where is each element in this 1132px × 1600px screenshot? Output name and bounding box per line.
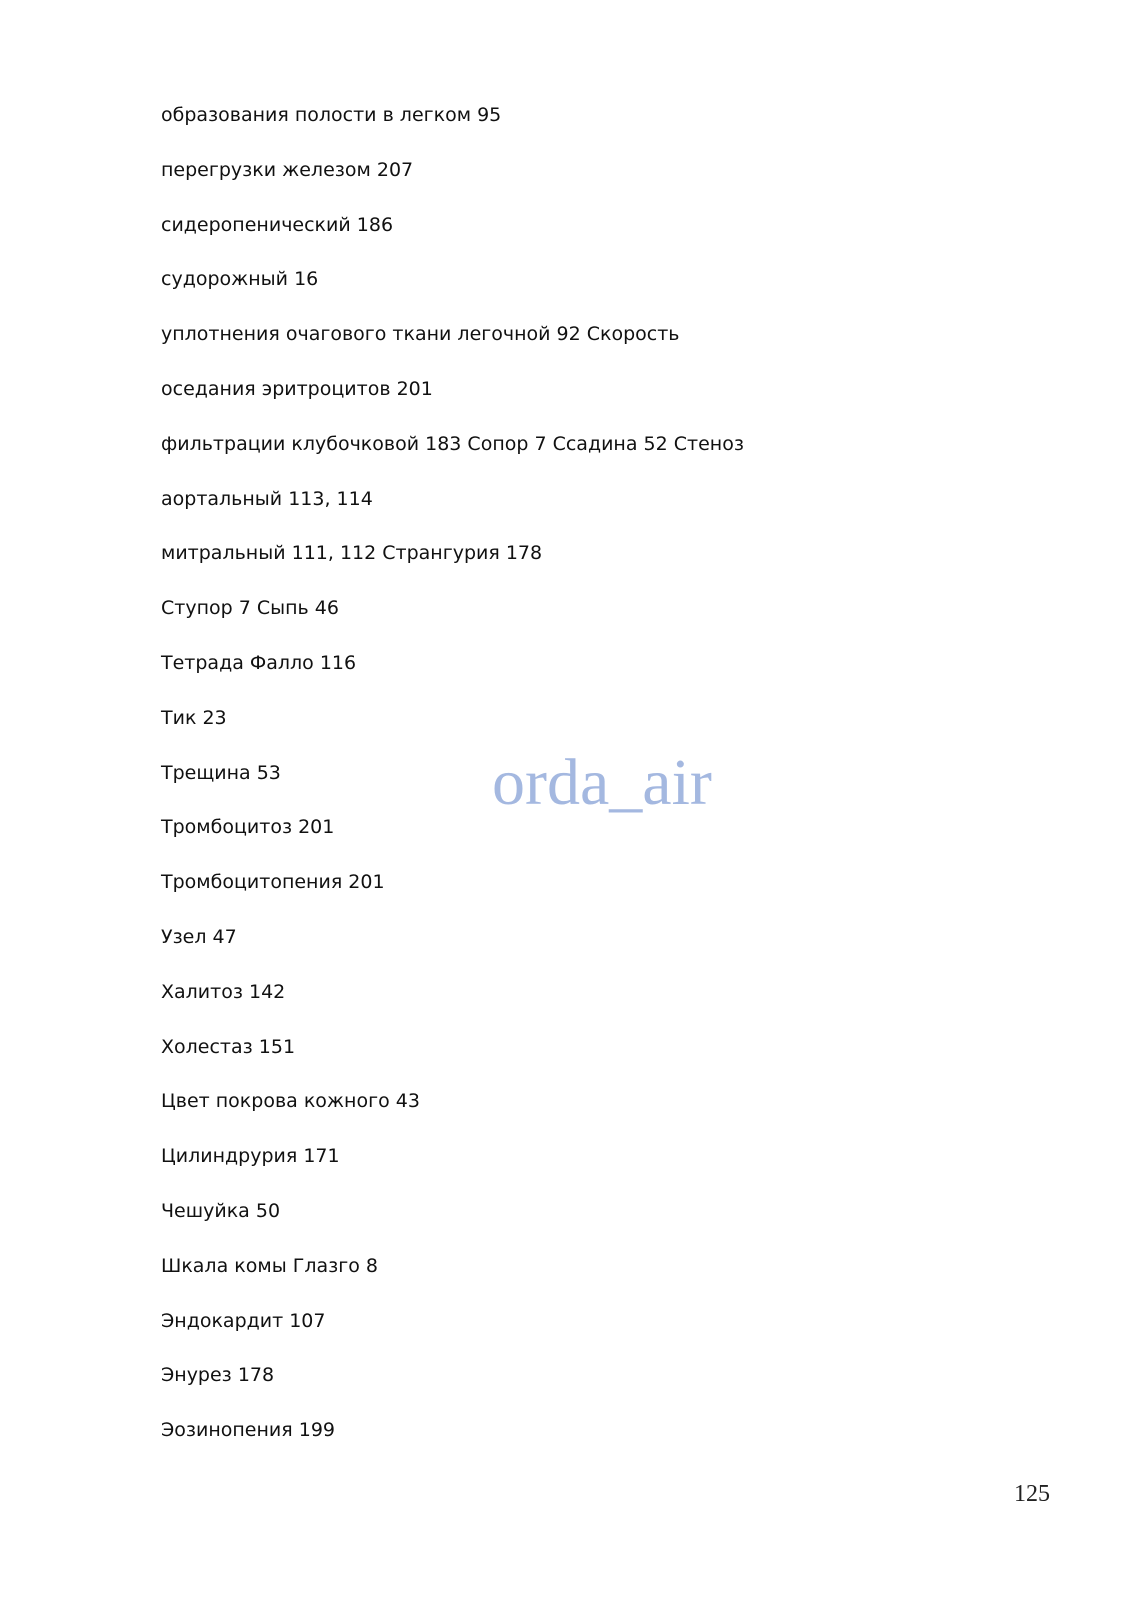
index-entry: Тромбоцитопения 201 [161, 871, 385, 894]
index-entry: уплотнения очагового ткани легочной 92 Скорость [161, 323, 680, 346]
index-entry: оседания эритроцитов 201 [161, 377, 433, 400]
index-entry: судорожный 16 [161, 268, 319, 291]
index-entry: Цилиндрурия 171 [161, 1145, 340, 1168]
index-entry: митральный 111, 112 Странгурия 178 [161, 542, 543, 565]
index-entry: Шкала комы Глазго 8 [161, 1254, 378, 1277]
index-entry: Чешуйка 50 [161, 1199, 281, 1222]
index-entry: образования полости в легком 95 [161, 104, 502, 126]
index-entry: Эндокардит 107 [161, 1309, 326, 1332]
index-entry: Эозинопения 199 [161, 1419, 336, 1442]
index-entry: Узел 47 [161, 925, 237, 948]
index-entry: Тромбоцитоз 201 [161, 816, 335, 839]
index-entry: Тетрада Фалло 116 [161, 651, 357, 674]
index-entry: Халитоз 142 [161, 980, 286, 1003]
index-entry: Тик 23 [161, 706, 227, 729]
index-entry: сидеропенический 186 [161, 213, 394, 236]
watermark: orda_air [492, 746, 712, 819]
index-entry: Холестаз 151 [161, 1035, 296, 1058]
index-entry: фильтрации клубочковой 183 Сопор 7 Ссадина 52 Стеноз [161, 432, 744, 455]
index-entry: Ступор 7 Сыпь 46 [161, 597, 339, 620]
index-entry: Цвет покрова кожного 43 [161, 1090, 420, 1113]
index-entry: Энурез 178 [161, 1364, 275, 1387]
index-entry: перегрузки железом 207 [161, 158, 414, 181]
index-entry: Трещина 53 [161, 761, 281, 784]
page-number: 125 [1014, 1481, 1050, 1507]
index-entry: аортальный 113, 114 [161, 487, 373, 510]
